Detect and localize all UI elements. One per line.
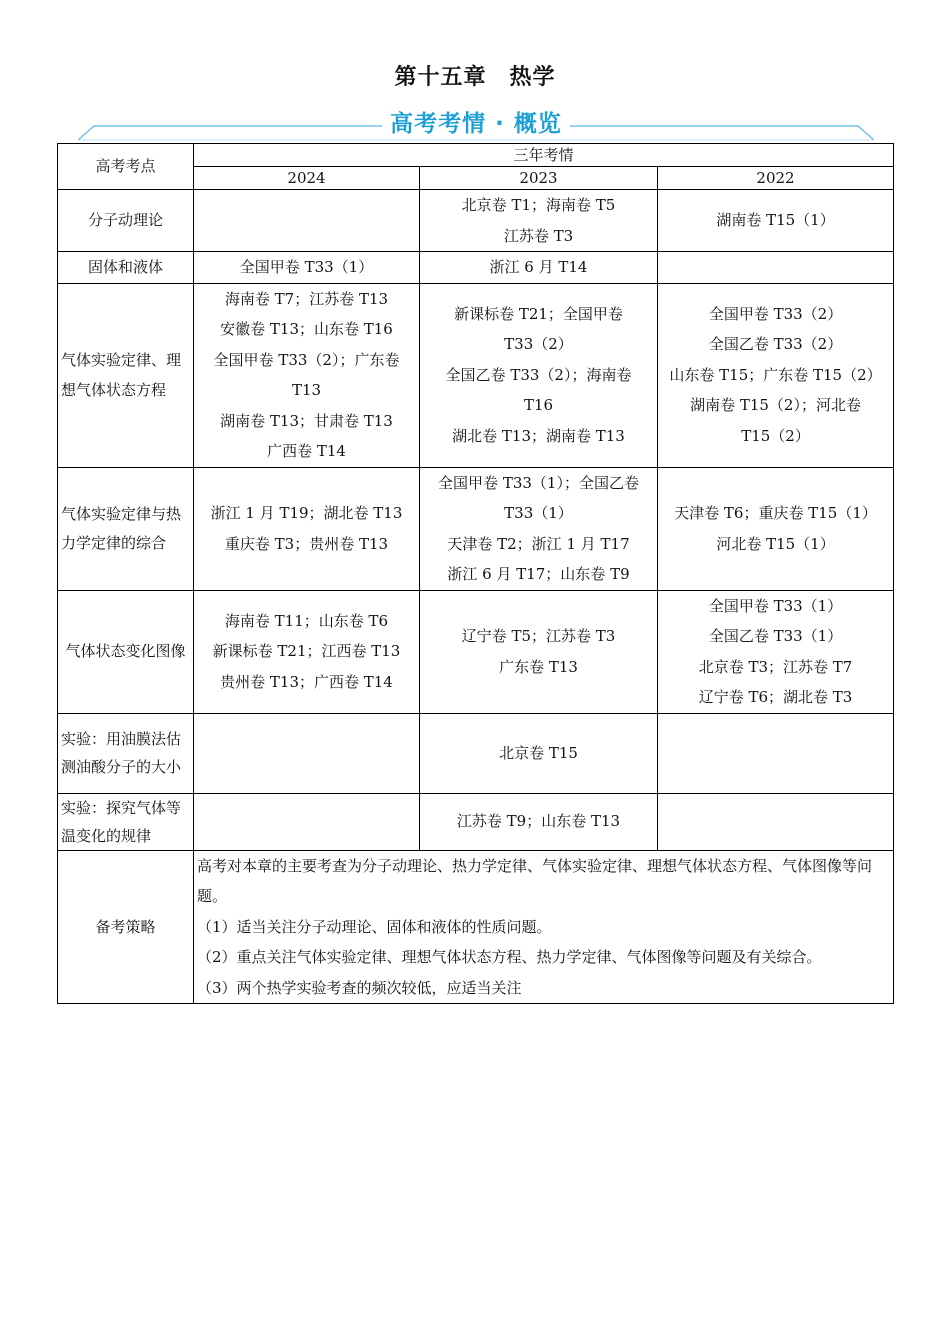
exam-entry: T16 [523,396,554,415]
strategy-paragraph: 高考对本章的主要考查为分子动理论、热力学定律、气体实验定律、理想气体状态方程、气体图像等问题。 [197,856,873,905]
exam-entry: 辽宁卷 T5；江苏卷 T3 [461,627,616,645]
topic-cell: 实验：用油膜法估测油酸分子的大小 [58,713,194,793]
exam-cell-2023 [420,252,658,284]
exam-entry: 全国乙卷 T33（2）；海南卷 [445,365,632,384]
strategy-row [58,850,894,1004]
topic-cell: 分子动理论 [58,190,194,252]
exam-cell-2022 [658,467,894,590]
exam-entry: 重庆卷 T3；贵州卷 T13 [224,534,389,553]
table-row [58,252,894,284]
exam-entry: 北京卷 T1；海南卷 T5 [461,196,616,214]
exam-entry: 辽宁卷 T6；湖北卷 T3 [698,688,853,706]
exam-entry: 广东卷 T13 [499,657,578,676]
exam-entry: 全国乙卷 T33（2） [708,335,843,354]
exam-cell-2024 [194,713,420,793]
exam-cell-2023 [420,713,658,793]
exam-entry: 北京卷 T15 [499,743,578,762]
topic-cell: 实验：探究气体等温变化的规律 [58,793,194,850]
exam-entry: 江苏卷 T9；山东卷 T13 [456,812,621,831]
exam-entry: 新课标卷 T21；江西卷 T13 [212,642,401,661]
exam-entry: 海南卷 T11；山东卷 T6 [224,611,389,630]
exam-cell-2022 [658,190,894,252]
header-group: 三年考情 [194,144,894,167]
exam-entry: 全国甲卷 T33（1） [708,596,843,615]
exam-entry: 浙江 6 月 T14 [489,258,588,276]
exam-entry: 湖北卷 T13；湖南卷 T13 [452,426,625,445]
header-year-2023: 2023 [420,167,658,190]
exam-entry: 河北卷 T15（1） [716,534,835,553]
exam-entry: 江苏卷 T3 [503,226,574,245]
exam-entry: T13 [291,381,322,399]
exam-entry: 全国乙卷 T33（1） [708,627,843,645]
exam-entry: 安徽卷 T13；山东卷 T16 [220,320,393,338]
banner-title: 高考考情 · 概览 [382,111,570,137]
exam-cell-2024 [194,793,420,850]
exam-cell-2022 [658,283,894,467]
exam-entry: 全国甲卷 T33（2） [708,304,843,323]
topic-cell: 气体实验定律、理想气体状态方程 [58,283,194,467]
exam-entry: 广西卷 T14 [267,442,346,460]
exam-entry: 天津卷 T2；浙江 1 月 T17 [447,534,630,553]
exam-entry: T15（2） [741,426,810,445]
exam-cell-2023 [420,190,658,252]
exam-entry: 全国甲卷 T33（2）；广东卷 [213,350,400,369]
strategy-paragraph: （3）两个热学实验考查的频次较低，应适当关注 [197,978,522,997]
header-topic: 高考考点 [58,144,194,190]
exam-cell-2022 [658,793,894,850]
strategy-text [194,850,894,1004]
exam-entry: 全国甲卷 T33（1） [239,258,374,276]
table-row [58,713,894,793]
exam-entry: 浙江 1 月 T19；湖北卷 T13 [210,504,403,522]
topic-cell: 固体和液体 [58,252,194,284]
exam-cell-2024 [194,190,420,252]
table-row [58,190,894,252]
table-row [58,283,894,467]
exam-cell-2024 [194,590,420,713]
strategy-paragraph: （2）重点关注气体实验定律、理想气体状态方程、热力学定律、气体图像等问题及有关综合。 [197,948,822,966]
strategy-paragraph: （1）适当关注分子动理论、固体和液体的性质问题。 [197,917,552,936]
exam-entry: 浙江 6 月 T17；山东卷 T9 [447,565,630,583]
exam-cell-2022 [658,713,894,793]
page-title: 第十五章 热学 [394,64,556,90]
exam-entry: T33（1） [504,504,573,522]
exam-entry: 全国甲卷 T33（1）；全国乙卷 [438,473,639,492]
exam-entry: 新课标卷 T21；全国甲卷 [454,304,623,323]
exam-cell-2023 [420,793,658,850]
exam-entry: 湖南卷 T15（2）；河北卷 [690,396,861,415]
header-year-2022: 2022 [658,167,894,190]
exam-overview-table [57,143,894,1004]
exam-cell-2024 [194,252,420,284]
exam-entry: T33（2） [504,335,573,354]
table-row [58,467,894,590]
header-year-2024: 2024 [194,167,420,190]
table-row [58,590,894,713]
exam-entry: 海南卷 T7；江苏卷 T13 [224,289,389,308]
table-row [58,793,894,850]
section-banner [78,108,874,142]
exam-entry: 贵州卷 T13；广西卷 T14 [220,672,393,691]
exam-cell-2023 [420,283,658,467]
exam-cell-2023 [420,467,658,590]
exam-entry: 天津卷 T6；重庆卷 T15（1） [674,504,877,522]
exam-cell-2023 [420,590,658,713]
exam-entry: 北京卷 T3；江苏卷 T7 [698,657,853,676]
exam-cell-2024 [194,467,420,590]
exam-cell-2022 [658,590,894,713]
topic-cell: 气体状态变化图像 [58,590,194,713]
exam-entry: 山东卷 T15；广东卷 T15（2） [669,365,882,384]
strategy-label: 备考策略 [58,850,194,1004]
exam-cell-2022 [658,252,894,284]
exam-cell-2024 [194,283,420,467]
exam-entry: 湖南卷 T13；甘肃卷 T13 [220,411,393,430]
exam-entry: 湖南卷 T15（1） [716,211,835,230]
topic-cell: 气体实验定律与热力学定律的综合 [58,467,194,590]
